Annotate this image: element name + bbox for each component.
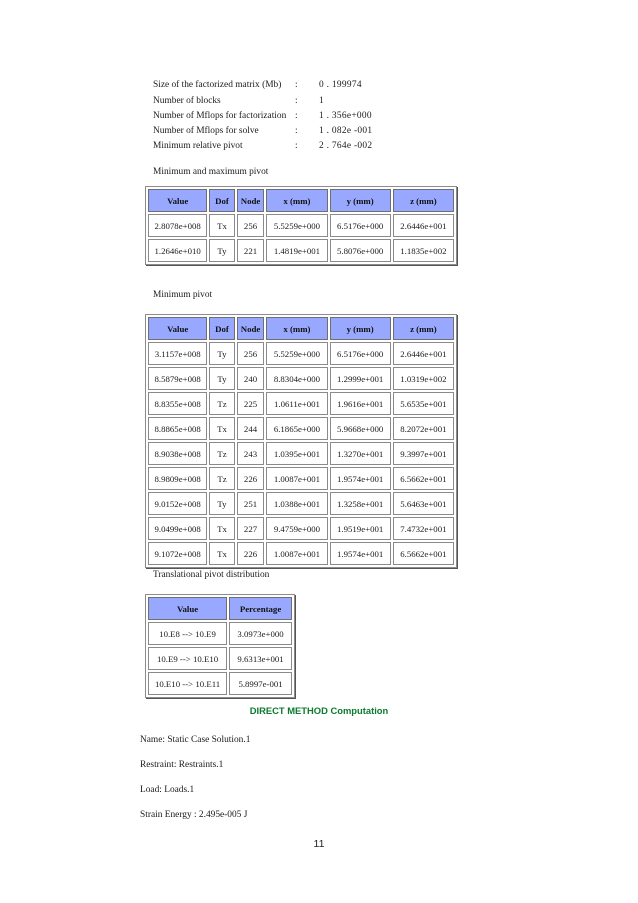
- table-row: [148, 622, 292, 645]
- table-cell: 8.8865e+008: [148, 417, 207, 440]
- solution-name: Name: Static Case Solution.1: [140, 735, 251, 745]
- table-cell: 5.9668e+000: [330, 417, 391, 440]
- table-cell: 251: [237, 492, 265, 515]
- table-cell: 225: [237, 392, 265, 415]
- table-row: [148, 214, 454, 237]
- column-header: Value: [148, 597, 227, 620]
- table-cell: 9.0499e+008: [148, 517, 207, 540]
- table-header-row: [148, 317, 454, 340]
- info-label: Size of the factorized matrix (Mb): [153, 80, 282, 90]
- table-cell: 1.0388e+001: [266, 492, 327, 515]
- table-cell: 10.E8 --> 10.E9: [148, 622, 227, 645]
- column-header: x (mm): [266, 189, 327, 212]
- pivot-distribution-table: [145, 594, 295, 698]
- table-cell: 8.8355e+008: [148, 392, 207, 415]
- table-cell: 5.6535e+001: [393, 392, 454, 415]
- table-cell: 7.4732e+001: [393, 517, 454, 540]
- table-cell: Tx: [209, 417, 234, 440]
- distribution-caption: Translational pivot distribution: [153, 570, 270, 580]
- table-row: [148, 492, 454, 515]
- table-cell: 226: [237, 542, 265, 565]
- info-label: Number of blocks: [153, 96, 221, 106]
- table-cell: 1.0611e+001: [266, 392, 327, 415]
- table-cell: 2.8078e+008: [148, 214, 207, 237]
- table-cell: 226: [237, 467, 265, 490]
- strain-energy-line: Strain Energy : 2.495e-005 J: [140, 810, 248, 820]
- table-cell: 221: [237, 239, 265, 262]
- info-separator: :: [295, 80, 298, 90]
- table-cell: 227: [237, 517, 265, 540]
- load-line: Load: Loads.1: [140, 785, 195, 795]
- table-row: [148, 542, 454, 565]
- table-row: [148, 342, 454, 365]
- column-header: Dof: [209, 189, 234, 212]
- table-cell: 1.3270e+001: [330, 442, 391, 465]
- table-cell: 8.8304e+000: [266, 367, 327, 390]
- column-header: z (mm): [393, 317, 454, 340]
- table-cell: 2.6446e+001: [393, 214, 454, 237]
- direct-method-heading: DIRECT METHOD Computation: [249, 705, 389, 716]
- info-separator: :: [295, 96, 298, 106]
- table-cell: 6.5662e+001: [393, 467, 454, 490]
- column-header: y (mm): [330, 189, 391, 212]
- table-cell: 1.2999e+001: [330, 367, 391, 390]
- column-header: Node: [237, 189, 265, 212]
- table-cell: 8.9038e+008: [148, 442, 207, 465]
- table-cell: 1.0087e+001: [266, 467, 327, 490]
- minmax-pivot-table: [145, 186, 457, 265]
- table-cell: Ty: [209, 239, 234, 262]
- info-separator: :: [295, 111, 298, 121]
- table-cell: Tz: [209, 392, 234, 415]
- table-cell: Tx: [209, 517, 234, 540]
- column-header: Dof: [209, 317, 234, 340]
- table-cell: 9.3997e+001: [393, 442, 454, 465]
- table-cell: 9.6313e+001: [229, 647, 292, 670]
- table-cell: 1.0319e+002: [393, 367, 454, 390]
- column-header: x (mm): [266, 317, 327, 340]
- column-header: z (mm): [393, 189, 454, 212]
- table-cell: 5.8076e+000: [330, 239, 391, 262]
- column-header: Percentage: [229, 597, 292, 620]
- table-row: [148, 239, 454, 262]
- info-separator: :: [295, 141, 298, 151]
- table-cell: 244: [237, 417, 265, 440]
- info-label: Minimum relative pivot: [153, 141, 243, 151]
- table-row: [148, 647, 292, 670]
- table-cell: 10.E9 --> 10.E10: [148, 647, 227, 670]
- table-cell: 3.1157e+008: [148, 342, 207, 365]
- table-cell: Tz: [209, 442, 234, 465]
- table-cell: 6.5176e+000: [330, 342, 391, 365]
- table-cell: 1.9574e+001: [330, 542, 391, 565]
- column-header: Value: [148, 317, 207, 340]
- minimum-pivot-table: [145, 314, 457, 568]
- table-cell: 240: [237, 367, 265, 390]
- table-cell: 6.1865e+000: [266, 417, 327, 440]
- table-cell: Ty: [209, 342, 234, 365]
- info-value: 1 . 356e+000: [319, 111, 372, 121]
- table-cell: Tx: [209, 214, 234, 237]
- table-cell: 10.E10 --> 10.E11: [148, 672, 227, 695]
- table-cell: 9.1072e+008: [148, 542, 207, 565]
- table-cell: 8.9809e+008: [148, 467, 207, 490]
- table-cell: 5.8997e-001: [229, 672, 292, 695]
- table-cell: 1.9574e+001: [330, 467, 391, 490]
- table-cell: 8.5879e+008: [148, 367, 207, 390]
- table-cell: 6.5662e+001: [393, 542, 454, 565]
- table-cell: 8.2072e+001: [393, 417, 454, 440]
- table-cell: 5.6463e+001: [393, 492, 454, 515]
- table-cell: 2.6446e+001: [393, 342, 454, 365]
- table-cell: 1.2646e+010: [148, 239, 207, 262]
- table-row: [148, 467, 454, 490]
- table-cell: 1.3258e+001: [330, 492, 391, 515]
- page-number: 11: [313, 838, 325, 850]
- table-cell: 6.5176e+000: [330, 214, 391, 237]
- info-separator: :: [295, 126, 298, 136]
- table-cell: 5.5259e+000: [266, 214, 327, 237]
- table-row: [148, 672, 292, 695]
- table-cell: Ty: [209, 492, 234, 515]
- table-cell: 5.5259e+000: [266, 342, 327, 365]
- table-cell: 3.0973e+000: [229, 622, 292, 645]
- info-value: 1 . 082e -001: [319, 126, 373, 136]
- column-header: y (mm): [330, 317, 391, 340]
- table-row: [148, 392, 454, 415]
- info-value: 2 . 764e -002: [319, 141, 373, 151]
- table-cell: 9.4759e+000: [266, 517, 327, 540]
- table-header-row: [148, 597, 292, 620]
- restraint-line: Restraint: Restraints.1: [140, 760, 224, 770]
- table-cell: 9.0152e+008: [148, 492, 207, 515]
- info-label: Number of Mflops for factorization: [153, 111, 287, 121]
- table-cell: 1.1835e+002: [393, 239, 454, 262]
- table-row: [148, 517, 454, 540]
- column-header: Value: [148, 189, 207, 212]
- table-cell: 1.9519e+001: [330, 517, 391, 540]
- table-cell: Tx: [209, 542, 234, 565]
- table-cell: Tz: [209, 467, 234, 490]
- table-row: [148, 442, 454, 465]
- table-cell: Ty: [209, 367, 234, 390]
- table-cell: 256: [237, 214, 265, 237]
- minimum-caption: Minimum pivot: [153, 290, 213, 300]
- table-cell: 243: [237, 442, 265, 465]
- minmax-caption: Minimum and maximum pivot: [153, 167, 269, 177]
- table-cell: 256: [237, 342, 265, 365]
- info-value: 0 . 199974: [319, 80, 362, 90]
- info-value: 1: [319, 96, 324, 106]
- table-row: [148, 417, 454, 440]
- info-label: Number of Mflops for solve: [153, 126, 259, 136]
- table-cell: 1.0395e+001: [266, 442, 327, 465]
- column-header: Node: [237, 317, 265, 340]
- table-row: [148, 367, 454, 390]
- table-cell: 1.9616e+001: [330, 392, 391, 415]
- table-cell: 1.0087e+001: [266, 542, 327, 565]
- table-header-row: [148, 189, 454, 212]
- table-cell: 1.4819e+001: [266, 239, 327, 262]
